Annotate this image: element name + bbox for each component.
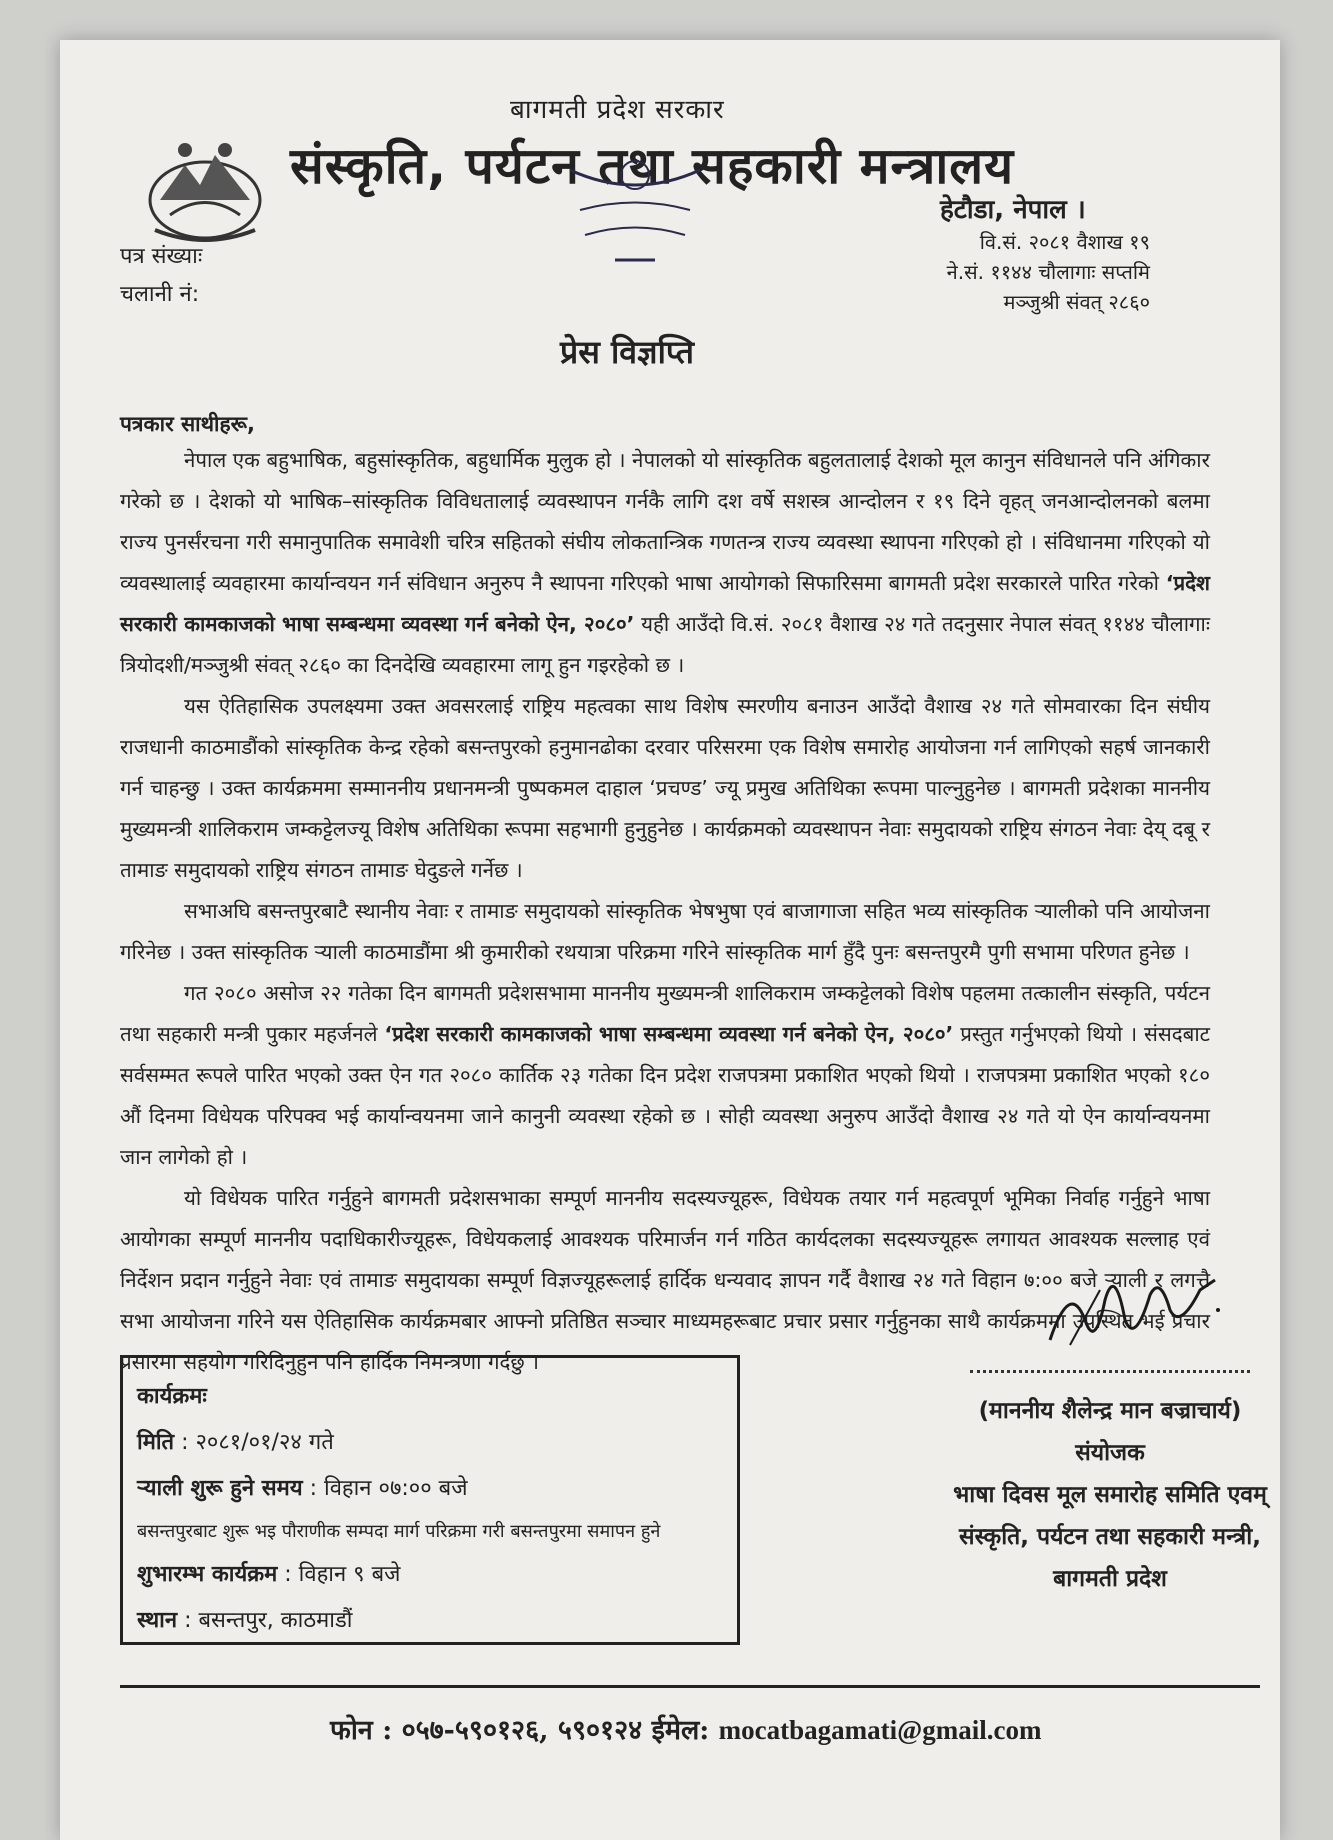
paragraph-1: नेपाल एक बहुभाषिक, बहुसांस्कृतिक, बहुधार्मिक मुलुक हो । नेपालको यो सांस्कृतिक बहुलतालाई देशको मूल कानुन संविधानले पनि अंगिकार गरेको छ । देशको यो भाषिक–सांस्कृतिक विविधतालाई व्यवस्थापन गर्नकै लागि दश वर्षे सशस्त्र आन्दोलन र १९ दिने वृहत् जनआन्दोलनको बलमा राज्य पुनर्संरचना गरी समानुपातिक समावेशी चरित्र सहितको संघीय लोकतान्त्रिक गणतन्त्र राज्य व्यवस्था स्थापना गरिएको हो । संविधानमा गरिएको यो व्यवस्थालाई व्यवहारमा कार्यान्वयन गर्न संविधान अनुरुप नै स्थापना गरिएको भाषा आयोगको सिफारिसमा बागमती प्रदेश सरकारले पारित गरेको ‘प्रदेश सरकारी कामकाजको भाषा सम्बन्धमा व्यवस्था गर्न बनेको ऐन, २०८०’ यही आउँदो वि.सं. २०८१ वैशाख २४ गते तदनुसार नेपाल संवत् ११४४ चौलागाः त्रियोदशी/मञ्जुश्री संवत् २८६० का दिनदेखि व्यवहारमा लागू हुन गइरहेको छ । [120, 448, 1211, 677]
program-details-box [120, 1355, 740, 1645]
document-title: प्रेस विज्ञप्ति [560, 333, 694, 371]
body-text [120, 440, 1210, 1383]
paragraph-2: यस ऐतिहासिक उपलक्ष्यमा उक्त अवसरलाई राष्ट्रिय महत्वका साथ विशेष स्मरणीय बनाउन आउँदो वैशाख २४ गते सोमवारका दिन संघीय राजधानी काठमाडौंको सांस्कृतिक केन्द्र रहेको बसन्तपुरको हनुमानढोका दरवार परिसरमा एक विशेष समारोह आयोजना गर्न लागिएको सहर्ष जानकारी गर्न चाहन्छु । उक्त कार्यक्रममा सम्माननीय प्रधानमन्त्री पुष्पकमल दाहाल ‘प्रचण्ड’ ज्यू प्रमुख अतिथिका रूपमा पाल्नुहुनेछ । बागमती प्रदेशका माननीय मुख्यमन्त्री शालिकराम जम्कट्टेलज्यू विशेष अतिथिका रूपमा सहभागी हुनुहुनेछ । कार्यक्रमको व्यवस्थापन नेवाः समुदायको राष्ट्रिय संगठन नेवाः देय् दबू र तामाङ समुदायको राष्ट्रिय संगठन तामाङ घेदुङले गर्नेछ । [120, 694, 1210, 882]
email-label: ईमेल: [642, 1715, 719, 1746]
signature-line [970, 1370, 1250, 1373]
salutation: पत्रकार साथीहरू, [120, 412, 255, 436]
footer-divider [120, 1685, 1260, 1688]
signatory-block [950, 1390, 1270, 1600]
paragraph-5: यो विधेयक पारित गर्नुहुने बागमती प्रदेशसभाका सम्पूर्ण माननीय सदस्यज्यूहरू, विधेयक तयार गर्न महत्वपूर्ण भूमिका निर्वाह गर्नुहुने भाषा आयोगका सम्पूर्ण माननीय पदाधिकारीज्यूहरू, विधेयकलाई आवश्यक परिमार्जन गर्न गठित कार्यदलका सदस्यज्यूहरू लगायत आवश्यक सल्लाह एवं निर्देशन प्रदान गर्नुहुने नेवाः एवं तामाङ समुदायका सम्पूर्ण विज्ञज्यूहरूलाई हार्दिक धन्यवाद ज्ञापन गर्दै वैशाख २४ गते विहान ७:०० बजे ऱ्याली र लगत्तै सभा आयोजना गरिने यस ऐतिहासिक कार्यक्रमबार आफ्नो प्रतिष्ठित सञ्चार माध्यमहरूबाट प्रचार प्रसार गर्नुहुनका साथै कार्यक्रममा उपस्थित भई प्रचार प्रसारमा सहयोग गरिदिनुहुन पनि हार्दिक निमन्त्रणा गर्दछु । [120, 1186, 1210, 1374]
program-date: मिति : २०८१/०१/२४ गते [137, 1430, 334, 1455]
signatory-name: (माननीय शैलेन्द्र मान बज्राचार्य) [978, 1398, 1242, 1424]
signatory-committee: भाषा दिवस मूल समारोह समिति एवम् [953, 1482, 1267, 1508]
date-nepal-samvat: ने.सं. ११४४ चौलागाः सप्तमि [946, 260, 1150, 284]
email-address[interactable]: mocatbagamati@gmail.com [718, 1715, 1042, 1745]
signatory-role: संयोजक [1075, 1440, 1145, 1466]
dispatch-number-label: चलानी नं: [120, 282, 200, 307]
date-manjushree-samvat: मञ्जुश्री संवत् २८६० [1003, 290, 1150, 314]
phone-numbers: ०५७-५९०१२६, ५९०१२४ [401, 1715, 643, 1746]
paragraph-4: गत २०८० असोज २२ गतेका दिन बागमती प्रदेशसभामा माननीय मुख्यमन्त्री शालिकराम जम्कट्टेलको विशेष पहलमा तत्कालीन संस्कृति, पर्यटन तथा सहकारी मन्त्री पुकार महर्जनले ‘प्रदेश सरकारी कामकाजको भाषा सम्बन्धमा व्यवस्था गर्न बनेको ऐन, २०८०’ प्रस्तुत गर्नुभएको थियो । संसदबाट सर्वसम्मत रूपले पारित भएको उक्त ऐन गत २०८० कार्तिक २३ गतेका दिन प्रदेश राजपत्रमा प्रकाशित भएको थियो । राजपत्रमा प्रकाशित भएको १८० औं दिनमा विधेयक परिपक्व भई कार्यान्वयनमा जाने कानुनी व्यवस्था रहेको छ । सोही व्यवस्था अनुरुप आउँदो वैशाख २४ गते यो ऐन कार्यान्वयनमा जान लागेको हो । [120, 981, 1210, 1169]
phone-label: फोन : [330, 1715, 402, 1746]
press-release-page [60, 40, 1280, 1840]
program-heading: कार्यक्रमः [137, 1384, 207, 1409]
signatory-province: बागमती प्रदेश [1053, 1566, 1167, 1592]
program-venue: स्थान : बसन्तपुर, काठमाडौं [137, 1608, 353, 1633]
program-rally-route: बसन्तपुरबाट शुरू भइ पौराणीक सम्पदा मार्ग परिक्रमा गरी बसन्तपुरमा समापन हुने [137, 1521, 661, 1542]
nepal-emblem-icon [140, 130, 270, 250]
date-vikram-samvat: वि.सं. २०८१ वैशाख १९ [979, 230, 1150, 254]
program-opening: शुभारम्भ कार्यक्रम : विहान ९ बजे [137, 1562, 401, 1587]
signatory-position: संस्कृति, पर्यटन तथा सहकारी मन्त्री, [959, 1524, 1261, 1550]
office-location: हेटौडा, नेपाल । [940, 195, 1086, 225]
official-seal-icon [560, 150, 710, 280]
program-rally-time: ऱ्याली शुरू हुने समय : विहान ०७:०० बजे [137, 1476, 468, 1501]
contact-footer [330, 1710, 1041, 1747]
government-name: बागमती प्रदेश सरकार [510, 95, 725, 125]
paragraph-3: सभाअघि बसन्तपुरबाटै स्थानीय नेवाः र तामाङ समुदायको सांस्कृतिक भेषभुषा एवं बाजागाजा सहित भव्य सांस्कृतिक ऱ्यालीको पनि आयोजना गरिनेछ । उक्त सांस्कृतिक ऱ्याली काठमाडौंमा श्री कुमारीको रथयात्रा परिक्रमा गरिने सांस्कृतिक मार्ग हुँदै पुनः बसन्तपुरमै पुगी सभामा परिणत हुनेछ । [120, 899, 1210, 964]
signature-icon [1040, 1250, 1230, 1360]
letter-number-label: पत्र संख्याः [120, 244, 203, 269]
ministry-name: संस्कृति, पर्यटन तथा सहकारी मन्त्रालय [290, 137, 1015, 195]
